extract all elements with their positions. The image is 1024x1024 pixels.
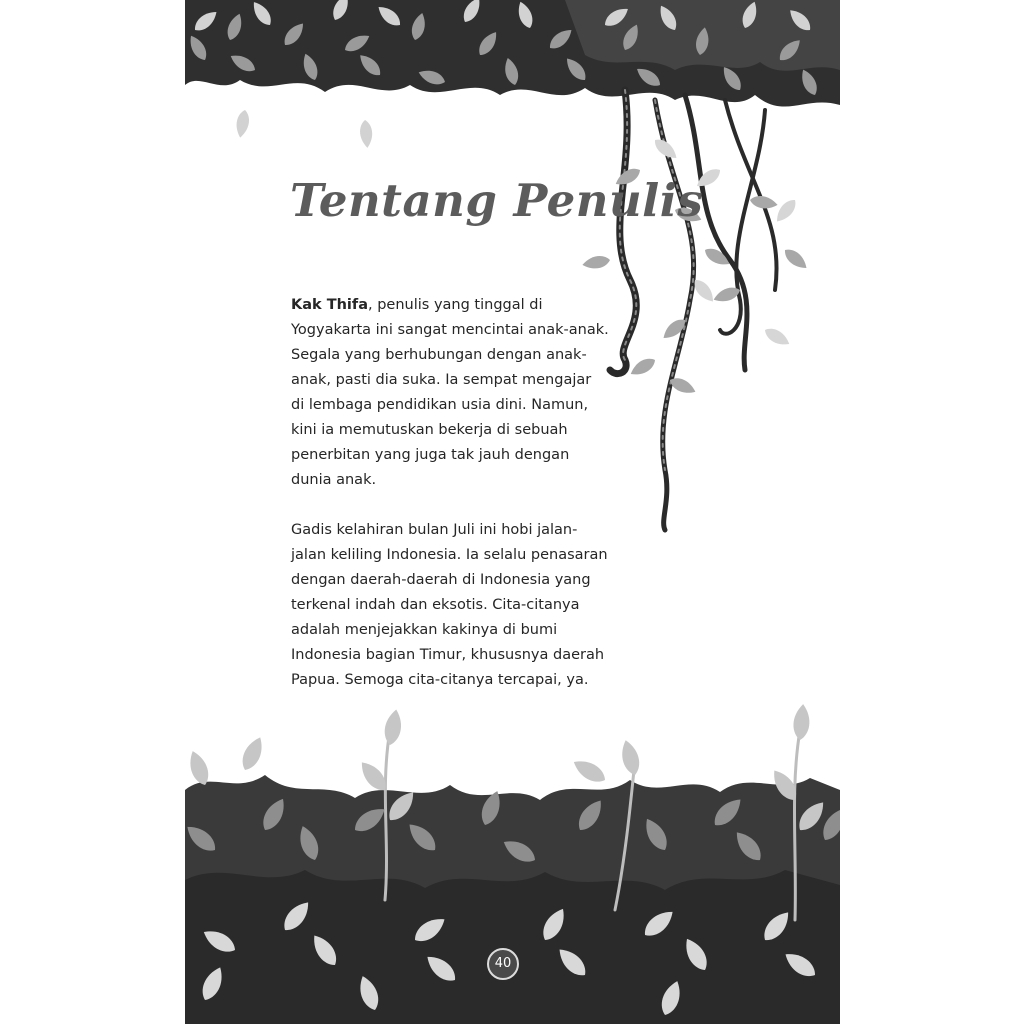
text-line: anak, pasti dia suka. Ia sempat mengajar — [291, 372, 592, 388]
text-line: Papua. Semoga cita-citanya tercapai, ya. — [291, 672, 589, 688]
author-name: Kak Thifa — [291, 297, 368, 313]
bio-paragraph-1 — [291, 293, 609, 493]
text-line: kini ia memutuskan bekerja di sebuah — [291, 422, 568, 438]
text-line: Kak Thifa, penulis yang tinggal di — [291, 297, 543, 313]
page-number-badge: 40 — [487, 948, 519, 980]
book-page — [185, 0, 840, 1024]
text-line: Yogyakarta ini sangat mencintai anak-anak. — [291, 322, 609, 338]
author-bio — [291, 293, 609, 693]
text-line: di lembaga pendidikan usia dini. Namun, — [291, 397, 589, 413]
page-title: Tentang Penulis — [290, 174, 704, 227]
text-line: adalah menjejakkan kakinya di bumi — [291, 622, 558, 638]
bio-paragraph-2 — [291, 518, 608, 693]
text-line: dunia anak. — [291, 472, 377, 488]
text-line: penerbitan yang juga tak jauh dengan — [291, 447, 570, 463]
text-line: jalan keliling Indonesia. Ia selalu penasaran — [291, 547, 608, 563]
text-line: Gadis kelahiran bulan Juli ini hobi jalan- — [291, 522, 578, 538]
text-line: terkenal indah dan eksotis. Cita-citanya — [291, 597, 580, 613]
text-line: dengan daerah-daerah di Indonesia yang — [291, 572, 591, 588]
text-line: Indonesia bagian Timur, khususnya daerah — [291, 647, 605, 663]
text-line: Segala yang berhubungan dengan anak- — [291, 347, 587, 363]
